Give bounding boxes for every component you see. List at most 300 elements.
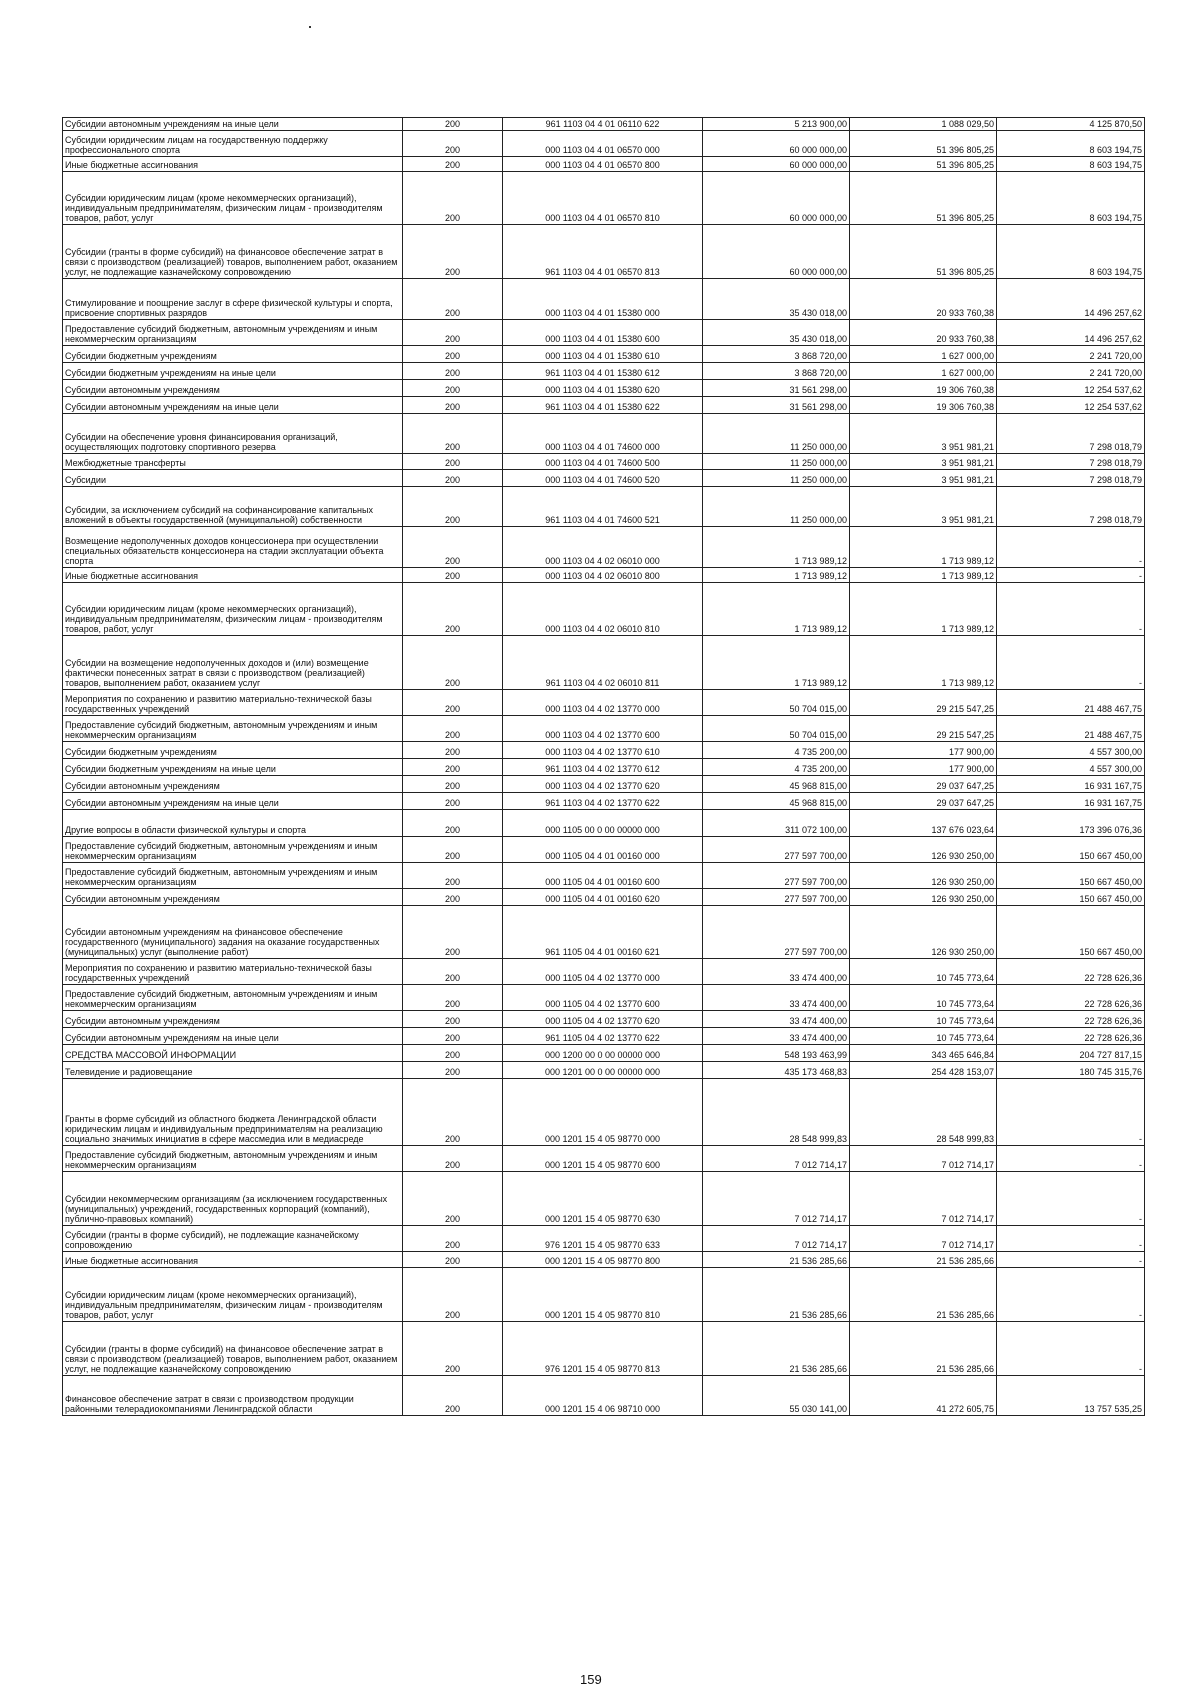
executed-amount: 10 745 773,64: [850, 1028, 997, 1045]
row-name: СРЕДСТВА МАССОВОЙ ИНФОРМАЦИИ: [63, 1045, 403, 1062]
budget-code: 000 1201 15 4 05 98770 800: [503, 1252, 703, 1268]
table-row: [63, 985, 1145, 1011]
approved-amount: 1 713 989,12: [703, 568, 850, 583]
table-row: [63, 397, 1145, 414]
budget-code: 000 1103 04 4 01 06570 000: [503, 131, 703, 157]
executed-amount: 51 396 805,25: [850, 225, 997, 279]
budget-code: 961 1103 04 4 02 13770 622: [503, 793, 703, 810]
unexecuted-amount: 150 667 450,00: [997, 863, 1145, 889]
approved-amount: 435 173 468,83: [703, 1062, 850, 1079]
table-row: [63, 1376, 1145, 1416]
table-row: [63, 454, 1145, 470]
row-name: Субсидии автономным учреждениям: [63, 776, 403, 793]
approved-amount: 3 868 720,00: [703, 363, 850, 380]
budget-code: 961 1103 04 4 02 13770 612: [503, 759, 703, 776]
executed-amount: 1 088 029,50: [850, 118, 997, 131]
row-name: Субсидии автономным учреждениям на иные цели: [63, 118, 403, 131]
unexecuted-amount: 180 745 315,76: [997, 1062, 1145, 1079]
table-row: [63, 742, 1145, 759]
line-code: 200: [403, 690, 503, 716]
unexecuted-amount: 22 728 626,36: [997, 985, 1145, 1011]
executed-amount: 177 900,00: [850, 742, 997, 759]
page-number: 159: [580, 1672, 602, 1687]
unexecuted-amount: 7 298 018,79: [997, 414, 1145, 454]
table-row: [63, 837, 1145, 863]
table-row: [63, 1045, 1145, 1062]
budget-code: 961 1105 04 4 01 00160 621: [503, 906, 703, 959]
budget-code: 000 1201 15 4 05 98770 630: [503, 1172, 703, 1226]
row-name: Субсидии автономным учреждениям: [63, 380, 403, 397]
unexecuted-amount: 22 728 626,36: [997, 1028, 1145, 1045]
table-row: [63, 380, 1145, 397]
unexecuted-amount: 150 667 450,00: [997, 889, 1145, 906]
executed-amount: 41 272 605,75: [850, 1376, 997, 1416]
executed-amount: 343 465 646,84: [850, 1045, 997, 1062]
unexecuted-amount: -: [997, 568, 1145, 583]
line-code: 200: [403, 636, 503, 690]
budget-code: 961 1103 04 4 01 06570 813: [503, 225, 703, 279]
row-name: Субсидии на обеспечение уровня финансирования организаций, осуществляющих подготовку спортивного резерва: [63, 414, 403, 454]
budget-code: 000 1103 04 4 01 74600 000: [503, 414, 703, 454]
table-row: [63, 131, 1145, 157]
row-name: Финансовое обеспечение затрат в связи с производством продукции районными телерадиокомпаниями Ленинградской области: [63, 1376, 403, 1416]
approved-amount: 50 704 015,00: [703, 690, 850, 716]
line-code: 200: [403, 568, 503, 583]
budget-code: 000 1105 04 4 01 00160 620: [503, 889, 703, 906]
approved-amount: 5 213 900,00: [703, 118, 850, 131]
executed-amount: 19 306 760,38: [850, 397, 997, 414]
approved-amount: 7 012 714,17: [703, 1226, 850, 1252]
table-row: [63, 793, 1145, 810]
budget-code: 961 1103 04 4 01 06110 622: [503, 118, 703, 131]
row-name: Субсидии бюджетным учреждениям: [63, 742, 403, 759]
row-name: Субсидии юридическим лицам (кроме некоммерческих организаций), индивидуальным предпринимателям, физическим лицам - производителям товаров, работ, услуг: [63, 583, 403, 636]
line-code: 200: [403, 279, 503, 320]
executed-amount: 1 713 989,12: [850, 568, 997, 583]
line-code: 200: [403, 1252, 503, 1268]
row-name: Другие вопросы в области физической культуры и спорта: [63, 810, 403, 837]
approved-amount: 1 713 989,12: [703, 636, 850, 690]
executed-amount: 7 012 714,17: [850, 1172, 997, 1226]
line-code: 200: [403, 225, 503, 279]
approved-amount: 11 250 000,00: [703, 454, 850, 470]
table-row: [63, 346, 1145, 363]
unexecuted-amount: 7 298 018,79: [997, 487, 1145, 527]
budget-code: 000 1103 04 4 02 13770 620: [503, 776, 703, 793]
approved-amount: 11 250 000,00: [703, 470, 850, 487]
approved-amount: 60 000 000,00: [703, 157, 850, 172]
budget-code: 961 1103 04 4 01 15380 612: [503, 363, 703, 380]
executed-amount: 126 930 250,00: [850, 837, 997, 863]
line-code: 200: [403, 470, 503, 487]
budget-code: 000 1105 04 4 01 00160 000: [503, 837, 703, 863]
budget-code: 976 1201 15 4 05 98770 813: [503, 1322, 703, 1376]
unexecuted-amount: 4 125 870,50: [997, 118, 1145, 131]
approved-amount: 7 012 714,17: [703, 1146, 850, 1172]
approved-amount: 28 548 999,83: [703, 1079, 850, 1146]
unexecuted-amount: 22 728 626,36: [997, 1011, 1145, 1028]
line-code: 200: [403, 742, 503, 759]
table-row: [63, 1028, 1145, 1045]
line-code: 200: [403, 527, 503, 568]
line-code: 200: [403, 716, 503, 742]
line-code: 200: [403, 1172, 503, 1226]
budget-code: 000 1105 00 0 00 00000 000: [503, 810, 703, 837]
executed-amount: 10 745 773,64: [850, 985, 997, 1011]
executed-amount: 29 037 647,25: [850, 793, 997, 810]
table-row: [63, 157, 1145, 172]
approved-amount: 311 072 100,00: [703, 810, 850, 837]
row-name: Стимулирование и поощрение заслуг в сфере физической культуры и спорта, присвоение спортивных разрядов: [63, 279, 403, 320]
table-row: [63, 1252, 1145, 1268]
unexecuted-amount: 16 931 167,75: [997, 793, 1145, 810]
approved-amount: 33 474 400,00: [703, 1011, 850, 1028]
table-row: [63, 414, 1145, 454]
unexecuted-amount: 150 667 450,00: [997, 837, 1145, 863]
row-name: Субсидии автономным учреждениям на иные цели: [63, 793, 403, 810]
line-code: 200: [403, 1146, 503, 1172]
unexecuted-amount: -: [997, 1268, 1145, 1322]
line-code: 200: [403, 1376, 503, 1416]
executed-amount: 51 396 805,25: [850, 131, 997, 157]
budget-execution-table: [62, 117, 1145, 1416]
unexecuted-amount: -: [997, 527, 1145, 568]
budget-code: 000 1105 04 4 01 00160 600: [503, 863, 703, 889]
row-name: Субсидии автономным учреждениям: [63, 889, 403, 906]
budget-code: 000 1201 00 0 00 00000 000: [503, 1062, 703, 1079]
approved-amount: 11 250 000,00: [703, 414, 850, 454]
row-name: Субсидии некоммерческим организациям (за исключением государственных (муниципальных) учреждений, государственных корпораций (компаний), публично-правовых компаний): [63, 1172, 403, 1226]
approved-amount: 31 561 298,00: [703, 380, 850, 397]
line-code: 200: [403, 810, 503, 837]
unexecuted-amount: 16 931 167,75: [997, 776, 1145, 793]
line-code: 200: [403, 985, 503, 1011]
line-code: 200: [403, 1226, 503, 1252]
unexecuted-amount: 21 488 467,75: [997, 690, 1145, 716]
approved-amount: 11 250 000,00: [703, 487, 850, 527]
table-row: [63, 716, 1145, 742]
approved-amount: 45 968 815,00: [703, 793, 850, 810]
executed-amount: 126 930 250,00: [850, 863, 997, 889]
row-name: Субсидии бюджетным учреждениям на иные цели: [63, 759, 403, 776]
approved-amount: 31 561 298,00: [703, 397, 850, 414]
executed-amount: 126 930 250,00: [850, 906, 997, 959]
row-name: Предоставление субсидий бюджетным, автономным учреждениям и иным некоммерческим организациям: [63, 837, 403, 863]
row-name: Межбюджетные трансферты: [63, 454, 403, 470]
row-name: Иные бюджетные ассигнования: [63, 157, 403, 172]
line-code: 200: [403, 776, 503, 793]
budget-code: 000 1103 04 4 02 13770 610: [503, 742, 703, 759]
unexecuted-amount: -: [997, 1322, 1145, 1376]
unexecuted-amount: -: [997, 1252, 1145, 1268]
table-row: [63, 118, 1145, 131]
unexecuted-amount: 4 557 300,00: [997, 759, 1145, 776]
row-name: Гранты в форме субсидий из областного бюджета Ленинградской области юридическим лицам и индивидуальным предпринимателям на реализацию социально значимых инициатив в сфере массмедиа или в медиасреде: [63, 1079, 403, 1146]
line-code: 200: [403, 487, 503, 527]
approved-amount: 33 474 400,00: [703, 1028, 850, 1045]
executed-amount: 1 627 000,00: [850, 346, 997, 363]
budget-code: 000 1103 04 4 02 13770 000: [503, 690, 703, 716]
unexecuted-amount: 8 603 194,75: [997, 225, 1145, 279]
executed-amount: 7 012 714,17: [850, 1226, 997, 1252]
unexecuted-amount: 22 728 626,36: [997, 959, 1145, 985]
budget-code: 976 1201 15 4 05 98770 633: [503, 1226, 703, 1252]
executed-amount: 21 536 285,66: [850, 1268, 997, 1322]
row-name: Иные бюджетные ассигнования: [63, 568, 403, 583]
budget-code: 000 1103 04 4 02 06010 800: [503, 568, 703, 583]
budget-code: 000 1103 04 4 01 74600 500: [503, 454, 703, 470]
budget-code: 000 1200 00 0 00 00000 000: [503, 1045, 703, 1062]
executed-amount: 3 951 981,21: [850, 487, 997, 527]
executed-amount: 3 951 981,21: [850, 470, 997, 487]
row-name: Мероприятия по сохранению и развитию материально-технической базы государственных учреждений: [63, 690, 403, 716]
table-row: [63, 1226, 1145, 1252]
row-name: Субсидии (гранты в форме субсидий) на финансовое обеспечение затрат в связи с производством (реализацией) товаров, выполнением работ, оказанием услуг, не подлежащие казначейскому сопровождению: [63, 225, 403, 279]
line-code: 200: [403, 906, 503, 959]
table-row: [63, 1172, 1145, 1226]
table-row: [63, 320, 1145, 346]
approved-amount: 3 868 720,00: [703, 346, 850, 363]
budget-code: 961 1103 04 4 01 15380 622: [503, 397, 703, 414]
budget-code: 000 1103 04 4 01 15380 610: [503, 346, 703, 363]
line-code: 200: [403, 583, 503, 636]
table-row: [63, 690, 1145, 716]
row-name: Предоставление субсидий бюджетным, автономным учреждениям и иным некоммерческим организациям: [63, 1146, 403, 1172]
approved-amount: 21 536 285,66: [703, 1252, 850, 1268]
executed-amount: 7 012 714,17: [850, 1146, 997, 1172]
row-name: Субсидии автономным учреждениям на финансовое обеспечение государственного (муниципального) задания на оказание государственных (муниципальных) услуг (выполнение работ): [63, 906, 403, 959]
unexecuted-amount: 8 603 194,75: [997, 157, 1145, 172]
row-name: Субсидии бюджетным учреждениям на иные цели: [63, 363, 403, 380]
row-name: Телевидение и радиовещание: [63, 1062, 403, 1079]
line-code: 200: [403, 1011, 503, 1028]
approved-amount: 4 735 200,00: [703, 742, 850, 759]
budget-code: 000 1201 15 4 05 98770 810: [503, 1268, 703, 1322]
unexecuted-amount: 150 667 450,00: [997, 906, 1145, 959]
executed-amount: 28 548 999,83: [850, 1079, 997, 1146]
unexecuted-amount: -: [997, 636, 1145, 690]
approved-amount: 4 735 200,00: [703, 759, 850, 776]
executed-amount: 21 536 285,66: [850, 1252, 997, 1268]
executed-amount: 51 396 805,25: [850, 172, 997, 225]
row-name: Субсидии: [63, 470, 403, 487]
line-code: 200: [403, 1079, 503, 1146]
unexecuted-amount: -: [997, 583, 1145, 636]
line-code: 200: [403, 1062, 503, 1079]
approved-amount: 277 597 700,00: [703, 863, 850, 889]
executed-amount: 20 933 760,38: [850, 320, 997, 346]
budget-code: 961 1103 04 4 01 74600 521: [503, 487, 703, 527]
line-code: 200: [403, 793, 503, 810]
table-row: [63, 863, 1145, 889]
executed-amount: 10 745 773,64: [850, 1011, 997, 1028]
table-row: [63, 906, 1145, 959]
row-name: Предоставление субсидий бюджетным, автономным учреждениям и иным некоммерческим организациям: [63, 716, 403, 742]
executed-amount: 21 536 285,66: [850, 1322, 997, 1376]
table-row: [63, 583, 1145, 636]
row-name: Мероприятия по сохранению и развитию материально-технической базы государственных учреждений: [63, 959, 403, 985]
table-row: [63, 225, 1145, 279]
executed-amount: 1 713 989,12: [850, 527, 997, 568]
unexecuted-amount: 7 298 018,79: [997, 470, 1145, 487]
row-name: Субсидии бюджетным учреждениям: [63, 346, 403, 363]
line-code: 200: [403, 1045, 503, 1062]
line-code: 200: [403, 889, 503, 906]
budget-code: 000 1103 04 4 01 06570 800: [503, 157, 703, 172]
approved-amount: 35 430 018,00: [703, 320, 850, 346]
budget-code: 000 1201 15 4 05 98770 600: [503, 1146, 703, 1172]
row-name: Субсидии (гранты в форме субсидий), не подлежащие казначейскому сопровождению: [63, 1226, 403, 1252]
executed-amount: 1 627 000,00: [850, 363, 997, 380]
table-row: [63, 363, 1145, 380]
unexecuted-amount: -: [997, 1146, 1145, 1172]
line-code: 200: [403, 863, 503, 889]
line-code: 200: [403, 157, 503, 172]
line-code: 200: [403, 346, 503, 363]
row-name: Предоставление субсидий бюджетным, автономным учреждениям и иным некоммерческим организациям: [63, 320, 403, 346]
approved-amount: 1 713 989,12: [703, 527, 850, 568]
line-code: 200: [403, 397, 503, 414]
approved-amount: 55 030 141,00: [703, 1376, 850, 1416]
table-row: [63, 487, 1145, 527]
executed-amount: 29 215 547,25: [850, 690, 997, 716]
executed-amount: 1 713 989,12: [850, 636, 997, 690]
executed-amount: 177 900,00: [850, 759, 997, 776]
table-row: [63, 1146, 1145, 1172]
unexecuted-amount: 173 396 076,36: [997, 810, 1145, 837]
executed-amount: 29 037 647,25: [850, 776, 997, 793]
approved-amount: 35 430 018,00: [703, 279, 850, 320]
table-row: [63, 889, 1145, 906]
unexecuted-amount: 21 488 467,75: [997, 716, 1145, 742]
approved-amount: 60 000 000,00: [703, 131, 850, 157]
line-code: 200: [403, 759, 503, 776]
budget-code: 000 1103 04 4 02 06010 810: [503, 583, 703, 636]
line-code: 200: [403, 118, 503, 131]
unexecuted-amount: 7 298 018,79: [997, 454, 1145, 470]
unexecuted-amount: 8 603 194,75: [997, 131, 1145, 157]
table-row: [63, 470, 1145, 487]
budget-code: 961 1105 04 4 02 13770 622: [503, 1028, 703, 1045]
table-row: [63, 1011, 1145, 1028]
table-row: [63, 1268, 1145, 1322]
row-name: Предоставление субсидий бюджетным, автономным учреждениям и иным некоммерческим организациям: [63, 863, 403, 889]
table-row: [63, 172, 1145, 225]
unexecuted-amount: 14 496 257,62: [997, 320, 1145, 346]
executed-amount: 3 951 981,21: [850, 414, 997, 454]
row-name: Иные бюджетные ассигнования: [63, 1252, 403, 1268]
unexecuted-amount: 204 727 817,15: [997, 1045, 1145, 1062]
executed-amount: 254 428 153,07: [850, 1062, 997, 1079]
approved-amount: 60 000 000,00: [703, 225, 850, 279]
row-name: Предоставление субсидий бюджетным, автономным учреждениям и иным некоммерческим организациям: [63, 985, 403, 1011]
line-code: 200: [403, 131, 503, 157]
budget-code: 000 1103 04 4 02 13770 600: [503, 716, 703, 742]
row-name: Субсидии автономным учреждениям: [63, 1011, 403, 1028]
unexecuted-amount: 12 254 537,62: [997, 397, 1145, 414]
unexecuted-amount: 2 241 720,00: [997, 346, 1145, 363]
table-row: [63, 527, 1145, 568]
line-code: 200: [403, 1028, 503, 1045]
approved-amount: 277 597 700,00: [703, 889, 850, 906]
line-code: 200: [403, 837, 503, 863]
table-row: [63, 636, 1145, 690]
budget-code: 000 1103 04 4 01 15380 620: [503, 380, 703, 397]
line-code: 200: [403, 363, 503, 380]
row-name: Субсидии юридическим лицам на государственную поддержку профессионального спорта: [63, 131, 403, 157]
unexecuted-amount: 13 757 535,25: [997, 1376, 1145, 1416]
approved-amount: 21 536 285,66: [703, 1322, 850, 1376]
approved-amount: 50 704 015,00: [703, 716, 850, 742]
approved-amount: 548 193 463,99: [703, 1045, 850, 1062]
table-body: [63, 118, 1145, 1416]
table-row: [63, 279, 1145, 320]
budget-code: 000 1105 04 4 02 13770 000: [503, 959, 703, 985]
table-row: [63, 1079, 1145, 1146]
scan-speck: [309, 26, 311, 28]
approved-amount: 60 000 000,00: [703, 172, 850, 225]
line-code: 200: [403, 1268, 503, 1322]
line-code: 200: [403, 959, 503, 985]
table-row: [63, 1062, 1145, 1079]
unexecuted-amount: 2 241 720,00: [997, 363, 1145, 380]
executed-amount: 20 933 760,38: [850, 279, 997, 320]
budget-code: 000 1105 04 4 02 13770 620: [503, 1011, 703, 1028]
table-row: [63, 959, 1145, 985]
executed-amount: 3 951 981,21: [850, 454, 997, 470]
budget-code: 000 1103 04 4 01 06570 810: [503, 172, 703, 225]
budget-code: 000 1105 04 4 02 13770 600: [503, 985, 703, 1011]
table-row: [63, 1322, 1145, 1376]
line-code: 200: [403, 454, 503, 470]
executed-amount: 137 676 023,64: [850, 810, 997, 837]
row-name: Субсидии юридическим лицам (кроме некоммерческих организаций), индивидуальным предпринимателям, физическим лицам - производителям товаров, работ, услуг: [63, 1268, 403, 1322]
approved-amount: 7 012 714,17: [703, 1172, 850, 1226]
approved-amount: 1 713 989,12: [703, 583, 850, 636]
budget-code: 000 1201 15 4 05 98770 000: [503, 1079, 703, 1146]
approved-amount: 33 474 400,00: [703, 959, 850, 985]
executed-amount: 10 745 773,64: [850, 959, 997, 985]
executed-amount: 29 215 547,25: [850, 716, 997, 742]
approved-amount: 45 968 815,00: [703, 776, 850, 793]
budget-code: 000 1201 15 4 06 98710 000: [503, 1376, 703, 1416]
budget-code: 000 1103 04 4 01 15380 000: [503, 279, 703, 320]
table-row: [63, 759, 1145, 776]
approved-amount: 21 536 285,66: [703, 1268, 850, 1322]
row-name: Субсидии автономным учреждениям на иные цели: [63, 397, 403, 414]
row-name: Субсидии, за исключением субсидий на софинансирование капитальных вложений в объекты государственной (муниципальной) собственности: [63, 487, 403, 527]
table-row: [63, 810, 1145, 837]
budget-code: 000 1103 04 4 02 06010 000: [503, 527, 703, 568]
row-name: Субсидии автономным учреждениям на иные цели: [63, 1028, 403, 1045]
line-code: 200: [403, 320, 503, 346]
line-code: 200: [403, 380, 503, 397]
budget-code: 000 1103 04 4 01 74600 520: [503, 470, 703, 487]
unexecuted-amount: 8 603 194,75: [997, 172, 1145, 225]
executed-amount: 126 930 250,00: [850, 889, 997, 906]
executed-amount: 19 306 760,38: [850, 380, 997, 397]
row-name: Субсидии юридическим лицам (кроме некоммерческих организаций), индивидуальным предпринимателям, физическим лицам - производителям товаров, работ, услуг: [63, 172, 403, 225]
table-row: [63, 568, 1145, 583]
table-row: [63, 776, 1145, 793]
executed-amount: 1 713 989,12: [850, 583, 997, 636]
unexecuted-amount: 4 557 300,00: [997, 742, 1145, 759]
approved-amount: 277 597 700,00: [703, 906, 850, 959]
line-code: 200: [403, 414, 503, 454]
row-name: Субсидии на возмещение недополученных доходов и (или) возмещение фактически понесенных затрат в связи с производством (реализацией) товаров, выполнением работ, оказанием услуг: [63, 636, 403, 690]
approved-amount: 33 474 400,00: [703, 985, 850, 1011]
unexecuted-amount: 12 254 537,62: [997, 380, 1145, 397]
